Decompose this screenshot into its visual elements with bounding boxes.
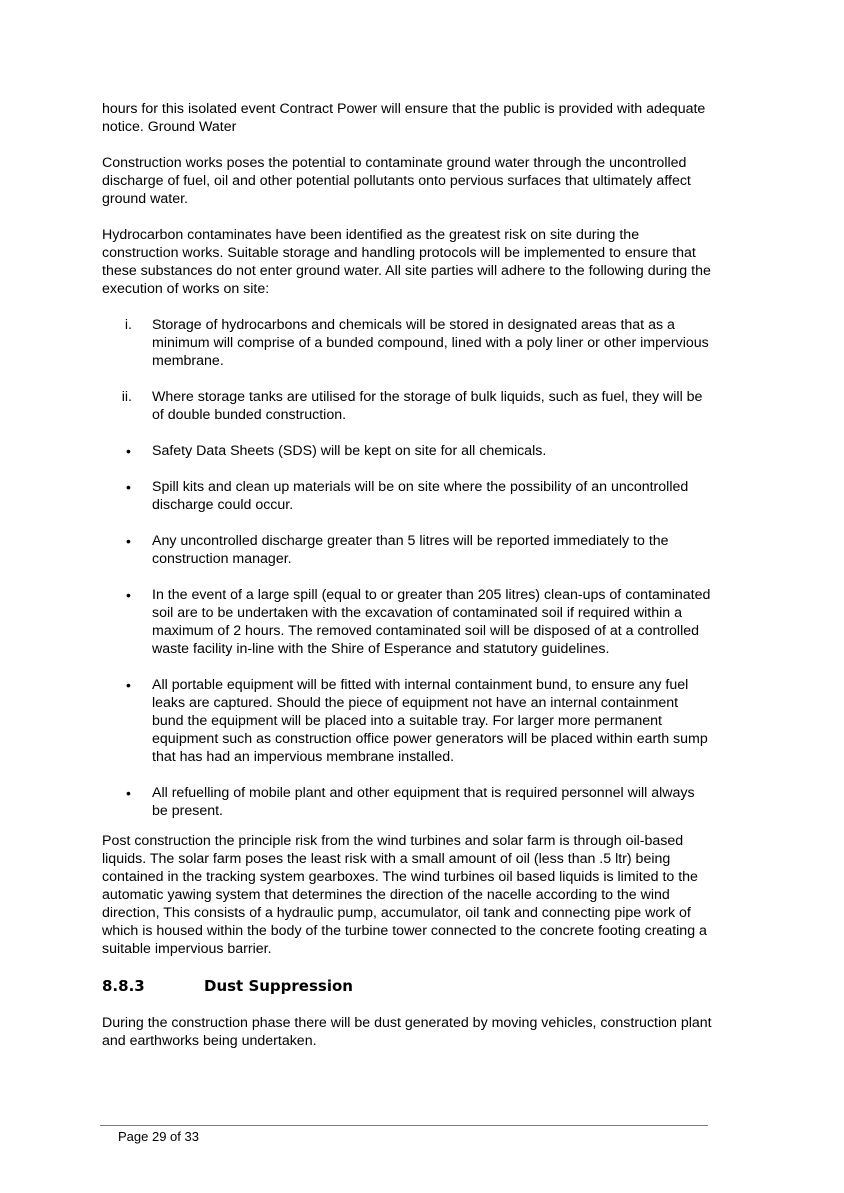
bullet-icon: •	[126, 533, 131, 549]
list-item-text: Any uncontrolled discharge greater than 5 litres will be reported immediately to the construction manager.	[152, 533, 669, 567]
list-item-text: All refuelling of mobile plant and other equipment that is required personnel will always be present.	[152, 785, 695, 819]
list-item	[102, 388, 712, 424]
paragraph-ground-water-intro: hours for this isolated event Contract Power will ensure that the public is provided with adequate notice. Ground Water	[102, 101, 706, 135]
list-item	[102, 784, 712, 820]
list-item-text: In the event of a large spill (equal to or greater than 205 litres) clean-ups of contaminated soil are to be undertaken with the excavation of contaminated soil if required within a maximum of 2 hours. The removed contaminated soil will be disposed of at a controlled waste facility in-line with the Shire of Esperance and statutory guidelines.	[152, 587, 711, 657]
list-item	[102, 442, 712, 460]
list-item	[102, 676, 712, 766]
list-marker: ii.	[121, 389, 132, 405]
page-content	[102, 100, 712, 1068]
list-item-text: Storage of hydrocarbons and chemicals will be stored in designated areas that as a minimum will comprise of a bunded compound, lined with a poly liner or other impervious membrane.	[152, 317, 709, 369]
list-item-text: Where storage tanks are utilised for the storage of bulk liquids, such as fuel, they will be of double bunded construction.	[152, 389, 703, 423]
list-item	[102, 316, 712, 370]
list-marker: i.	[124, 317, 132, 333]
list-item	[102, 586, 712, 658]
list-item-text: Spill kits and clean up materials will be on site where the possibility of an uncontrolled discharge could occur.	[152, 479, 689, 513]
bullet-icon: •	[126, 785, 131, 801]
bullet-icon: •	[126, 587, 131, 603]
list-item	[102, 532, 712, 568]
bullet-icon: •	[126, 677, 131, 693]
section-title: Dust Suppression	[204, 977, 353, 995]
section-heading	[102, 976, 712, 996]
list-item-text: Safety Data Sheets (SDS) will be kept on site for all chemicals.	[152, 443, 547, 459]
paragraph-contamination-potential: Construction works poses the potential to contaminate ground water through the uncontrolled discharge of fuel, oil and other potential pollutants onto pervious surfaces that ultimately affect ground water.	[102, 155, 691, 207]
paragraph-dust-suppression: During the construction phase there will be dust generated by moving vehicles, construction plant and earthworks being undertaken.	[102, 1015, 712, 1049]
list-item	[102, 478, 712, 514]
paragraph-hydrocarbon-risk: Hydrocarbon contaminates have been identified as the greatest risk on site during the construction works. Suitable storage and handling protocols will be implemented to ensure that these substances do not enter ground water. All site parties will adhere to the following during the execution of works on site:	[102, 227, 711, 297]
list-item-text: All portable equipment will be fitted with internal containment bund, to ensure any fuel leaks are captured. Should the piece of equipment not have an internal containment bund the equipment will be placed into a suitable tray. For larger more permanent equipment such as construction office power generators will be placed within earth sump that has had an impervious membrane installed.	[152, 677, 708, 765]
bullet-list	[102, 442, 712, 820]
bullet-icon: •	[126, 479, 131, 495]
page-number: Page 29 of 33	[118, 1129, 199, 1144]
bullet-icon: •	[126, 443, 131, 459]
numbered-list	[102, 316, 712, 424]
section-number: 8.8.3	[102, 977, 145, 995]
page-footer	[100, 1125, 708, 1145]
paragraph-post-construction: Post construction the principle risk from the wind turbines and solar farm is through oil-based liquids. The solar farm poses the least risk with a small amount of oil (less than .5 ltr) being contained in the tracking system gearboxes. The wind turbines oil based liquids is limited to the automatic yawing system that determines the direction of the nacelle according to the wind direction, This consists of a hydraulic pump, accumulator, oil tank and connecting pipe work of which is housed within the body of the turbine tower connected to the concrete footing creating a suitable impervious barrier.	[102, 833, 707, 957]
